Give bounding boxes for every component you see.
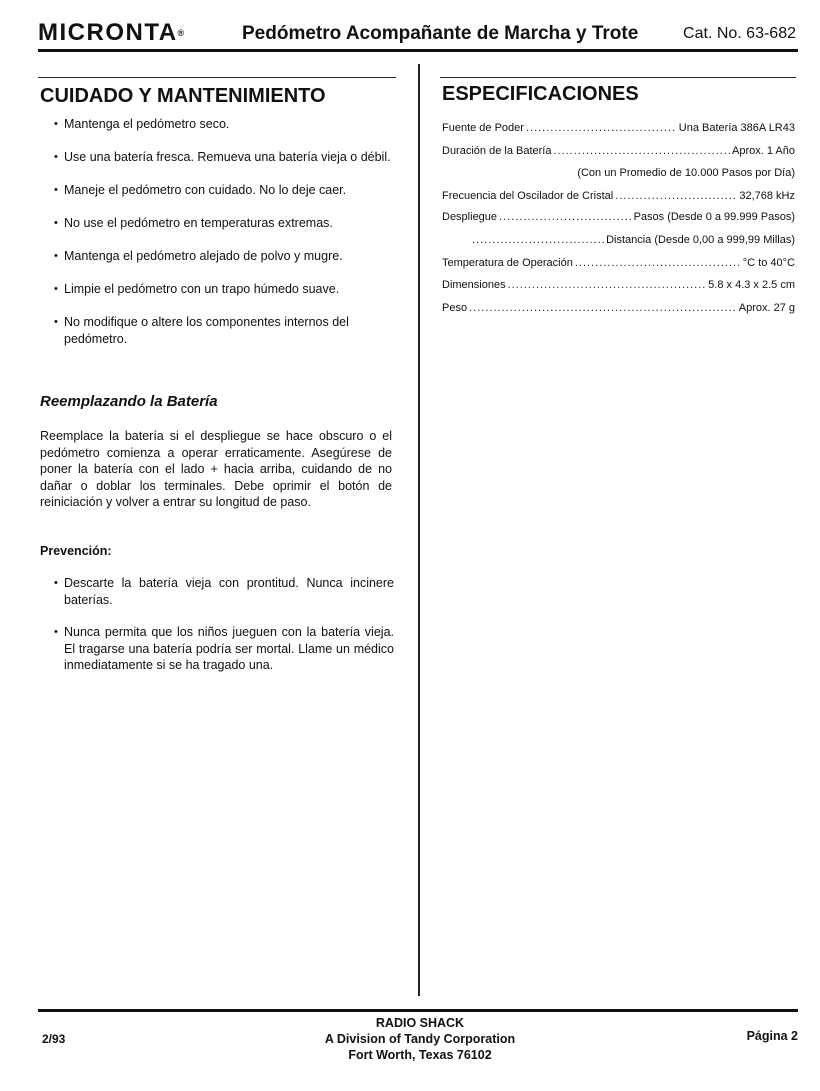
column-divider — [418, 64, 420, 996]
spec-value: Pasos (Desde 0 a 99.999 Pasos) — [633, 211, 795, 223]
leader-dots — [553, 144, 730, 158]
battery-paragraph: Reemplace la batería si el despliegue se hace obscuro o el pedómetro comienza a operar erraticamente. Asegúrese de poner la batería con el lado + hacia arriba, cuidando de no dañar o doblar los terminales. Debe oprimir el botón de reiniciación y volver a entrar su longitud de paso. — [40, 429, 392, 509]
brand-mark: ® — [177, 28, 186, 38]
page-number: Página 2 — [746, 1029, 798, 1043]
brand-name: MICRONTA — [38, 19, 178, 46]
leader-dots — [508, 278, 707, 292]
spec-row-distance — [470, 233, 795, 247]
spec-label: Temperatura de Operación — [442, 257, 573, 269]
care-item: • No use el pedómetro en temperaturas extremas. — [54, 215, 394, 232]
prevention-title: Prevención: — [40, 544, 112, 558]
leader-dots — [469, 301, 737, 315]
spec-value: Aprox. 1 Año — [732, 145, 795, 157]
care-list — [54, 116, 394, 364]
prevention-list — [54, 575, 394, 690]
spec-value: (Con un Promedio de 10.000 Pasos por Día) — [577, 167, 795, 179]
spec-row-power — [442, 121, 795, 135]
spec-value: Distancia (Desde 0,00 a 999,99 Millas) — [606, 234, 795, 246]
prevention-item: • Nunca permita que los niños jueguen con la batería vieja. El tragarse una batería podría ser mortal. Llame un médico inmediatamente si se ha tragado una. — [54, 624, 394, 674]
spec-value: °C to 40°C — [742, 257, 795, 269]
care-item: • Use una batería fresca. Remueva una batería vieja o débil. — [54, 149, 394, 166]
footer-company-name: RADIO SHACK — [375, 1016, 465, 1030]
page-header — [38, 20, 798, 46]
spec-row-weight — [442, 301, 795, 315]
spec-label: Dimensiones — [442, 279, 506, 291]
spec-row-display — [442, 210, 795, 224]
spec-row-battery-life — [442, 144, 795, 158]
leader-dots — [526, 121, 677, 135]
document-title: Pedómetro Acompañante de Marcha y Trote — [242, 23, 639, 44]
spec-row-temperature — [442, 256, 795, 270]
spec-value: 32,768 kHz — [739, 190, 795, 202]
footer-rule — [38, 1009, 798, 1012]
spec-value: Aprox. 27 g — [738, 302, 795, 314]
leader-dots — [499, 210, 632, 224]
spec-row-dimensions — [442, 278, 795, 292]
care-item: • Mantenga el pedómetro alejado de polvo y mugre. — [54, 248, 394, 265]
care-item: • Maneje el pedómetro con cuidado. No lo deje caer. — [54, 182, 394, 199]
footer-company-division: A Division of Tandy Corporation — [324, 1032, 516, 1046]
care-item: • No modifique o altere los componentes internos del pedómetro. — [54, 314, 394, 348]
spec-row-battery-note — [442, 166, 795, 180]
leader-dots — [472, 233, 604, 247]
right-section-rule — [440, 77, 796, 78]
footer-company-address: Fort Worth, Texas 76102 — [348, 1048, 492, 1062]
spec-row-oscillator — [442, 189, 795, 203]
catalog-number: Cat. No. 63-682 — [683, 25, 796, 42]
care-title: CUIDADO Y MANTENIMIENTO — [40, 85, 326, 107]
spec-value: Una Batería 386A LR43 — [678, 122, 795, 134]
spec-label: Duración de la Batería — [442, 145, 552, 157]
care-item: • Limpie el pedómetro con un trapo húmedo suave. — [54, 281, 394, 298]
spec-label: Frecuencia del Oscilador de Cristal — [442, 190, 614, 202]
footer-date: 2/93 — [42, 1032, 66, 1046]
prevention-item: • Descarte la batería vieja con prontitud. Nunca incinere baterías. — [54, 575, 394, 608]
spec-label: Peso — [442, 302, 468, 314]
footer-company — [270, 1015, 570, 1063]
care-item: • Mantenga el pedómetro seco. — [54, 116, 394, 133]
left-section-rule — [38, 77, 396, 78]
spec-value: 5.8 x 4.3 x 2.5 cm — [708, 279, 795, 291]
specs-title: ESPECIFICACIONES — [442, 83, 639, 105]
leader-dots — [615, 189, 737, 203]
leader-dots — [575, 256, 741, 270]
brand-logo — [38, 20, 186, 46]
spec-label: Despliegue — [442, 211, 498, 223]
battery-title: Reemplazando la Batería — [40, 393, 218, 410]
spec-label: Fuente de Poder — [442, 122, 524, 134]
header-rule — [38, 49, 798, 52]
